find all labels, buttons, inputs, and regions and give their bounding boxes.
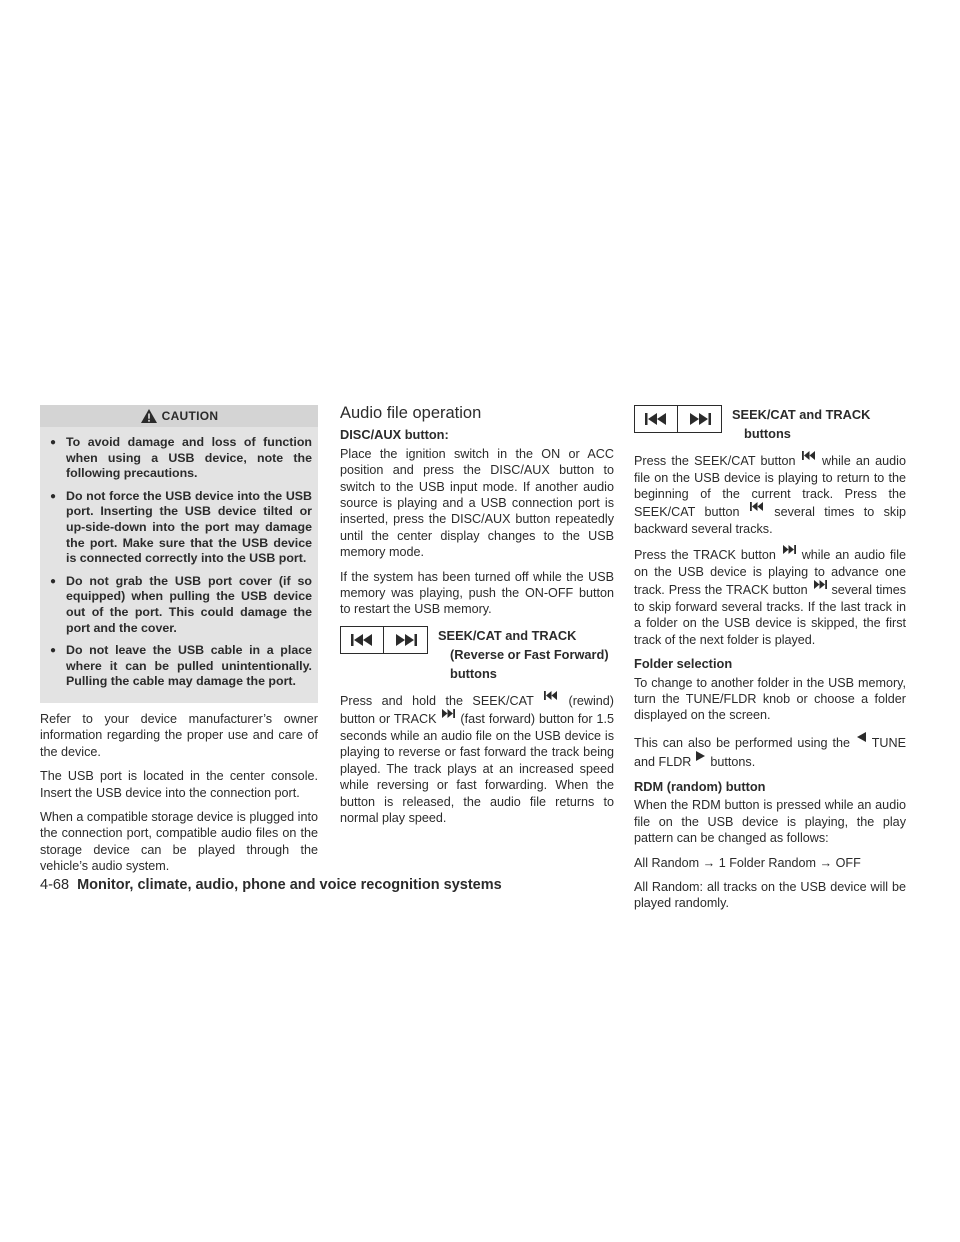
text-run: buttons. (710, 755, 756, 770)
text-run: This can also be performed using the (634, 736, 850, 751)
button-illustration (634, 405, 722, 433)
paragraph (340, 691, 614, 827)
text-run: while an audio file on the USB device is playing to return to the beginning of the current track. Press the SEEK/CAT button (634, 454, 906, 520)
track-forward-icon (813, 580, 827, 589)
text-run: (rewind) button or TRACK (340, 694, 615, 727)
text-run: Press and hold the SEEK/CAT (340, 694, 534, 709)
warning-icon (140, 408, 158, 424)
caution-item: ● Do not grab the USB port cover (if so equipped) when pulling the USB device out of the port. This could damage the port and the cover. (50, 574, 312, 636)
seek-cat-key (634, 405, 678, 433)
paragraph: The USB port is located in the center console. Insert the USB device into the connection port. (40, 769, 318, 800)
caution-list (40, 435, 318, 690)
caption-line: buttons (744, 426, 791, 441)
text-run: several times to skip forward several tracks. If the last track in a folder on the USB device is skipped, the first track of the next folder is played. (634, 583, 907, 647)
paragraph (634, 732, 906, 771)
triangle-left-icon (856, 732, 866, 742)
section-heading: Audio file operation (340, 404, 482, 422)
paragraph: When a compatible storage device is plugged into the connection port, compatible audio files on the storage device can be played through the vehicle’s audio system. (40, 809, 318, 874)
caution-item: ● To avoid damage and loss of function when using a USB device, note the following precautions. (50, 435, 312, 482)
seek-back-icon (802, 451, 816, 460)
track-key (678, 405, 722, 433)
section-title: Monitor, climate, audio, phone and voice recognition systems (77, 877, 502, 893)
caution-title: CAUTION (161, 408, 219, 423)
subheading-rdm: RDM (random) button (634, 779, 766, 795)
seek-back-icon (544, 691, 558, 700)
caption-line: (Reverse or Fast Forward) (450, 646, 609, 662)
button-illustration (340, 626, 428, 654)
caption-line: buttons (450, 665, 497, 681)
subheading-disc-aux: DISC/AUX button: (340, 427, 449, 443)
column-middle (340, 405, 614, 835)
button-caption (722, 405, 870, 443)
seek-cat-key (340, 626, 384, 654)
paragraph: All Random: all tracks on the USB device will be played randomly. (634, 880, 906, 911)
seek-back-icon (644, 413, 668, 425)
subheading-folder-selection: Folder selection (634, 656, 733, 672)
page-footer (40, 877, 502, 893)
seek-back-icon (750, 502, 764, 511)
page-number: 4-68 (40, 877, 70, 893)
caption-line: SEEK/CAT and TRACK (732, 407, 871, 422)
track-forward-icon (782, 545, 796, 554)
column-left (40, 405, 318, 883)
caution-header (40, 405, 318, 427)
text-run: TUNE and FLDR (634, 736, 906, 770)
button-caption (428, 626, 609, 683)
seek-track-buttons-figure (634, 405, 906, 443)
text-run: several times to skip backward several tracks. (634, 505, 907, 536)
paragraph: To change to another folder in the USB memory, turn the TUNE/FLDR knob or choose a folder displayed on the screen. (634, 675, 906, 723)
paragraph: Place the ignition switch in the ON or ACC position and press the DISC/AUX button to switch to the USB input mode. If another audio source is playing and a USB connection port is inserted, press the DISC/AUX button repeatedly until the center display changes to the USB memory mode. (340, 446, 614, 560)
paragraph (634, 545, 906, 648)
track-forward-icon (688, 413, 712, 425)
column-right (634, 405, 906, 920)
caution-item: ● Do not leave the USB cable in a place where it can be pulled unintentionally. Pulling the cable may damage the port. (50, 643, 312, 690)
seek-track-buttons-figure (340, 626, 614, 683)
paragraph: If the system has been turned off while the USB memory was playing, push the ON-OFF button to restart the USB memory. (340, 569, 614, 617)
track-key (384, 626, 428, 654)
paragraph (634, 451, 906, 537)
seek-back-icon (350, 634, 374, 646)
text-run: (fast forward) button for 1.5 seconds while an audio file on the USB device is playing to reverse or fast forward the track being played. The track plays at an increased speed while reversing or fast forwarding. When the button is released, the audio file returns to normal play speed. (340, 712, 615, 826)
text-run: Press the TRACK button (634, 548, 776, 563)
paragraph: When the RDM button is pressed while an audio file on the USB device is playing, the play pattern can be changed as follows: (634, 798, 906, 846)
track-forward-icon (441, 709, 455, 718)
paragraph: All Random → 1 Folder Random → OFF (634, 855, 861, 870)
paragraph: Refer to your device manufacturer’s owner information regarding the proper use and care of the device. (40, 711, 318, 759)
text-run: Press the SEEK/CAT button (634, 454, 796, 469)
caution-item: ● Do not force the USB device into the USB port. Inserting the USB device tilted or up-side-down into the port may damage the port. Make sure that the USB device is connected correctly into the USB port. (50, 489, 312, 567)
triangle-right-icon (696, 751, 706, 761)
caption-line: SEEK/CAT and TRACK (438, 627, 577, 643)
text-run: while an audio file on the USB device is playing to advance one track. Press the TRACK button (634, 548, 907, 598)
caution-box (40, 405, 318, 703)
track-forward-icon (394, 634, 418, 646)
